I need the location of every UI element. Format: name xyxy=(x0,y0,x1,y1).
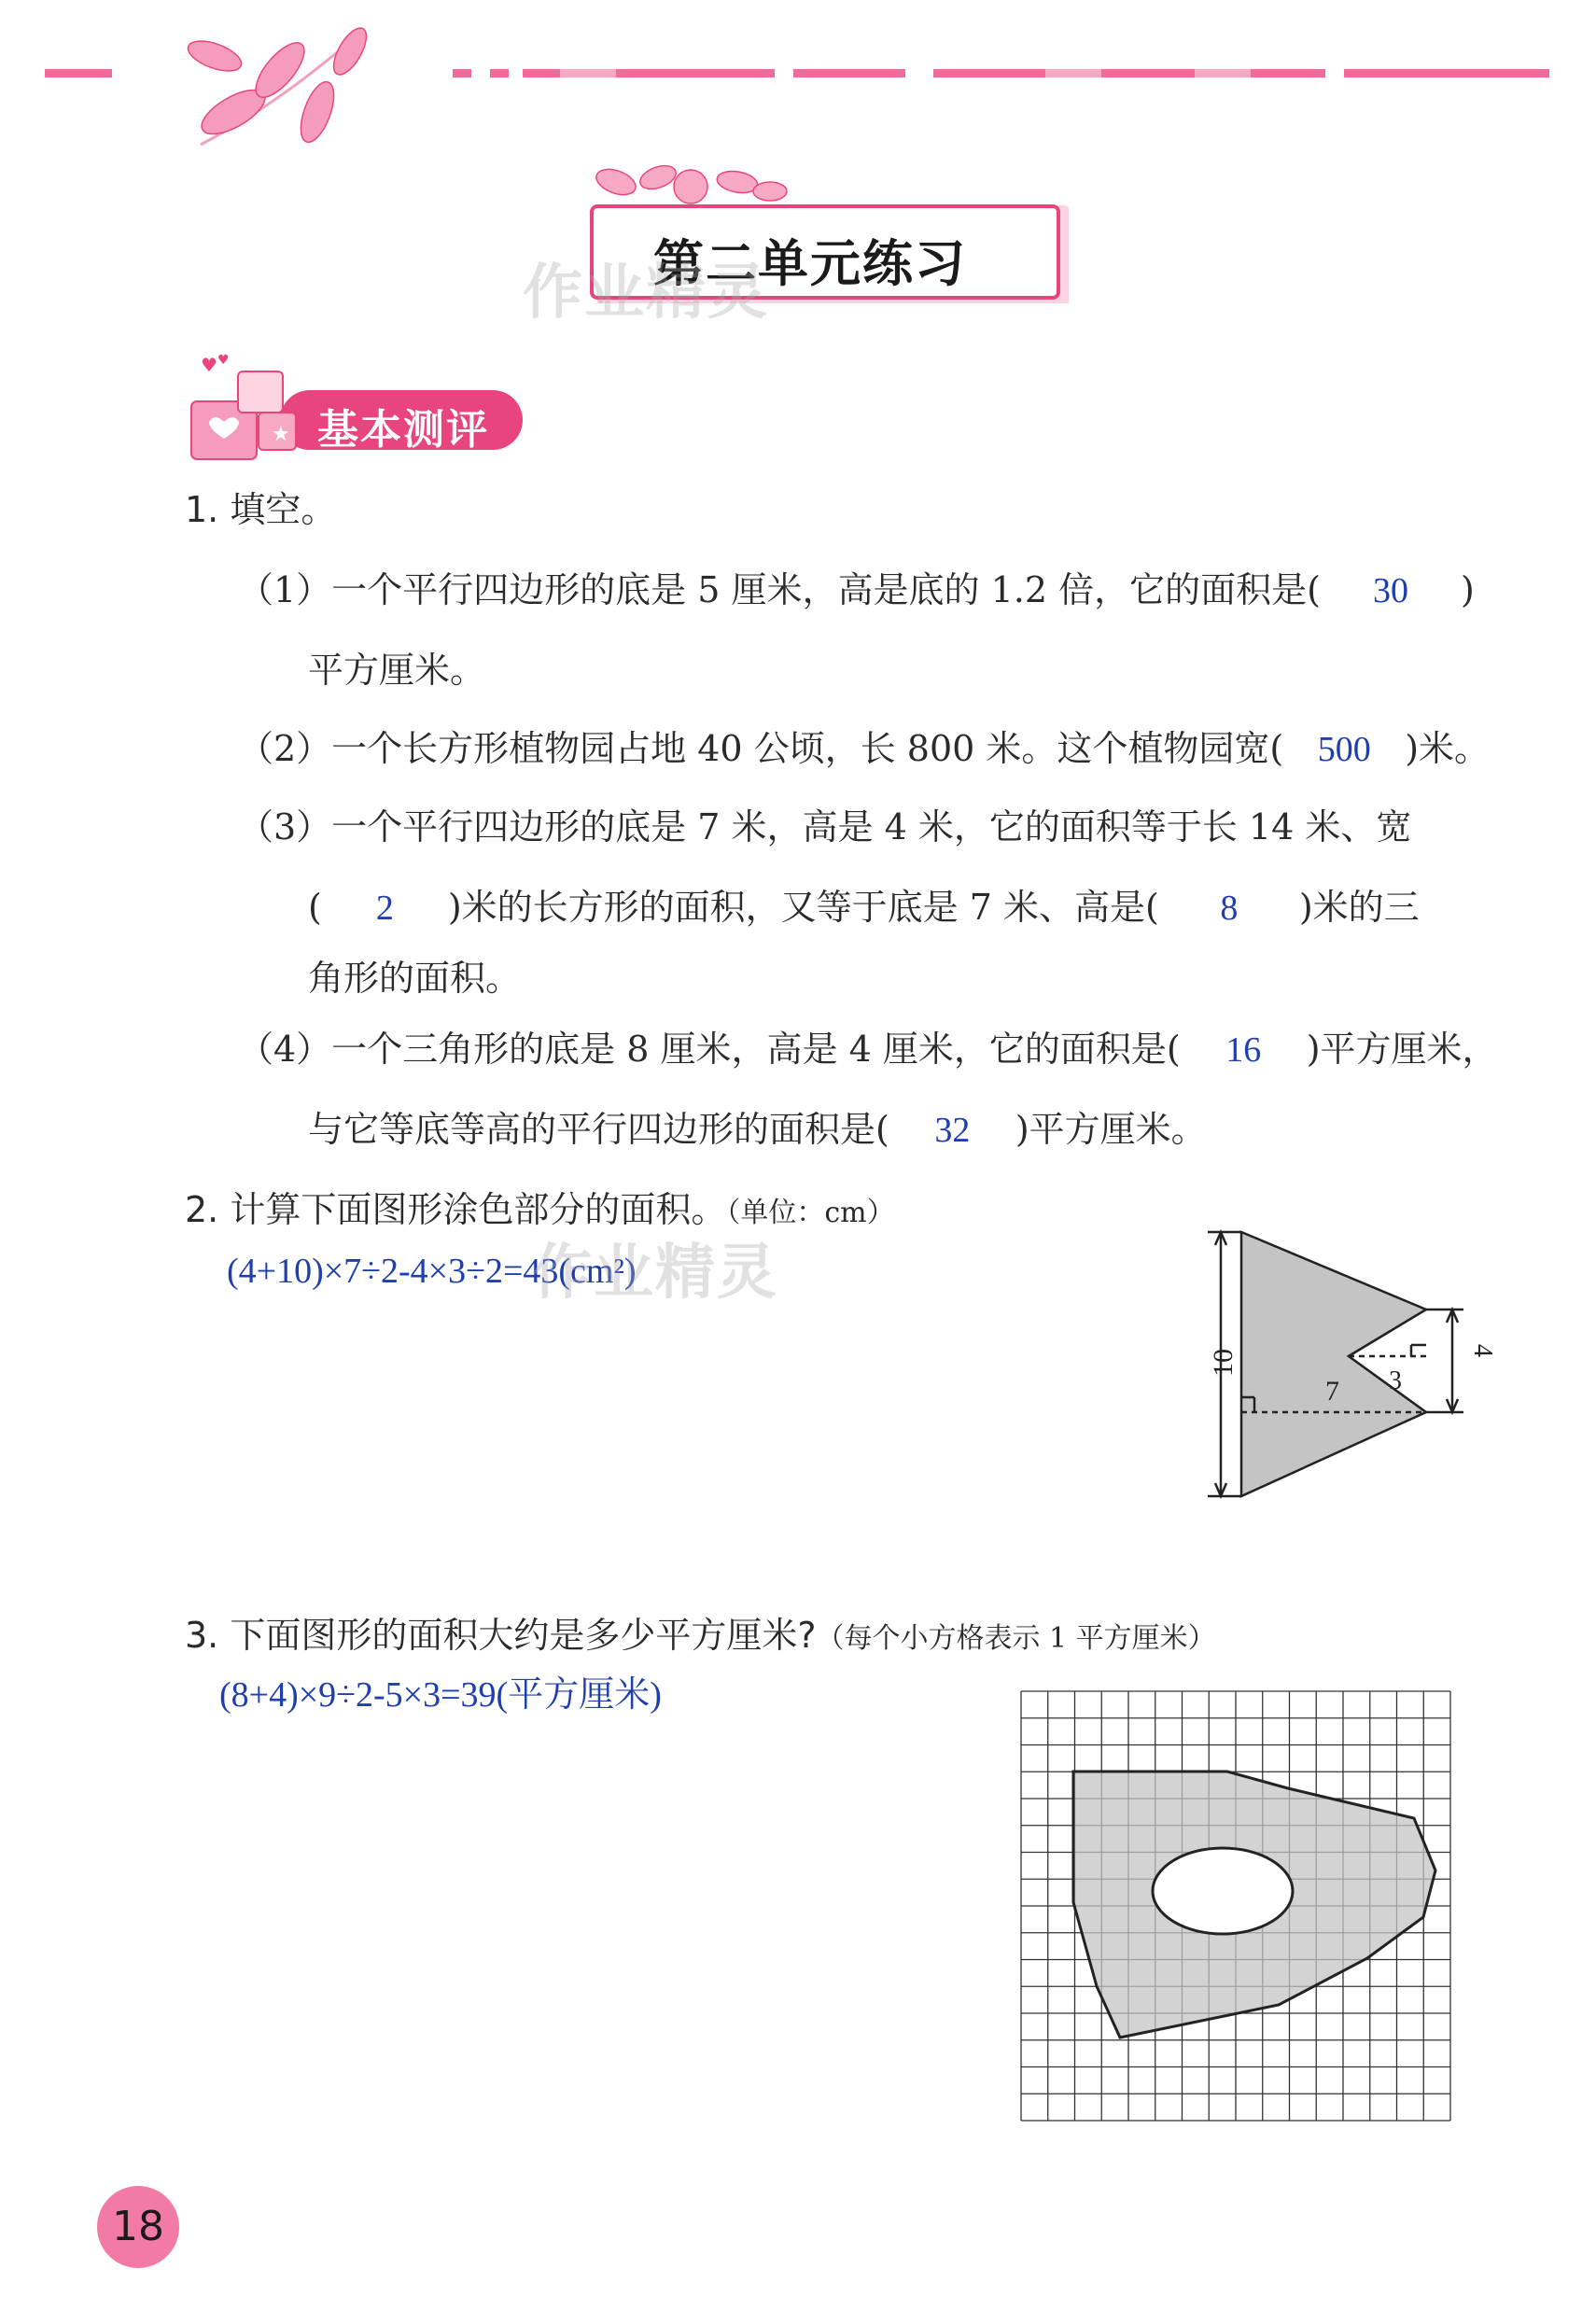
q1-item2-close: )米。 xyxy=(1405,728,1491,769)
q1-item1-close: ) xyxy=(1460,569,1475,610)
q1-item4-answer1: 16 xyxy=(1225,1030,1262,1070)
q3-answer: (8+4)×9÷2-5×3=39(平方厘米) xyxy=(219,1675,662,1715)
dim-label-3: 3 xyxy=(1389,1366,1402,1395)
q1-item2-line xyxy=(238,726,1490,772)
q1-item1-line2: 平方厘米。 xyxy=(308,650,486,691)
q1-item3-answer2: 8 xyxy=(1220,889,1239,928)
dim-label-10: 10 xyxy=(1208,1349,1239,1377)
q3-heading-line xyxy=(185,1613,1216,1661)
gift-box-icon xyxy=(191,353,296,459)
page-number: 18 xyxy=(112,2203,164,2250)
dim-label-4: 4 xyxy=(1468,1344,1497,1357)
q1-heading: 1. 填空。 xyxy=(185,489,337,530)
q1-item4-answer2: 32 xyxy=(934,1111,971,1150)
watermark-2: 作业精灵 xyxy=(532,1239,778,1308)
q2-unit: （单位：cm） xyxy=(726,1197,895,1229)
flower-icon xyxy=(593,161,787,203)
svg-text:♥: ♥ xyxy=(217,353,230,368)
q1-item4-close: )平方厘米。 xyxy=(1015,1109,1207,1150)
svg-text:★: ★ xyxy=(272,423,290,446)
q1-item3-open: ( xyxy=(308,887,322,928)
page-title: 第二单元练习 xyxy=(653,234,967,293)
watermark: 作业精灵 xyxy=(523,259,769,328)
q1-item2-text: （2）一个长方形植物园占地 40 公顷，长 800 米。这个植物园宽( xyxy=(238,728,1284,769)
q1-item4-line1 xyxy=(238,1027,1498,1072)
q1-item1-text: （1）一个平行四边形的底是 5 厘米，高是底的 1.2 倍，它的面积是( xyxy=(238,569,1321,610)
q3-heading: 3. 下面图形的面积大约是多少平方厘米? xyxy=(185,1615,817,1656)
dim-label-7: 7 xyxy=(1325,1376,1339,1407)
q1-item3-close: )米的三 xyxy=(1298,887,1420,928)
grid-area-figure xyxy=(1017,1688,1456,2126)
q1-item3-line2 xyxy=(308,885,1420,931)
q1-item3-line1: （3）一个平行四边形的底是 7 米，高是 4 米，它的面积等于长 14 米、宽 xyxy=(238,806,1412,847)
svg-text:♥: ♥ xyxy=(201,354,217,376)
trapezoid-figure xyxy=(1195,1213,1497,1512)
q2-answer: (4+10)×7÷2-4×3÷2=43(cm²) xyxy=(227,1252,637,1291)
q3-note: （每个小方格表示 1 平方厘米） xyxy=(816,1622,1216,1655)
q1-item3-answer1: 2 xyxy=(375,889,394,928)
section-badge-label: 基本测评 xyxy=(317,406,489,454)
q2-heading: 2. 计算下面图形涂色部分的面积。 xyxy=(185,1189,727,1230)
q1-item4-mid: )平方厘米， xyxy=(1306,1029,1498,1070)
leaf-branch-icon xyxy=(184,23,372,147)
q1-item4-text2: 与它等底等高的平行四边形的面积是( xyxy=(308,1109,889,1150)
q1-item3-mid: )米的长方形的面积，又等于底是 7 米、高是( xyxy=(447,887,1159,928)
q1-item4-text: （4）一个三角形的底是 8 厘米，高是 4 厘米，它的面积是( xyxy=(238,1029,1181,1070)
q1-item1-line1 xyxy=(238,567,1475,613)
q1-item2-answer: 500 xyxy=(1317,730,1371,769)
q1-item4-line2 xyxy=(308,1107,1207,1153)
q1-item1-answer: 30 xyxy=(1372,571,1408,610)
q1-item3-line3: 角形的面积。 xyxy=(308,958,522,999)
header-decoration xyxy=(0,0,1596,159)
